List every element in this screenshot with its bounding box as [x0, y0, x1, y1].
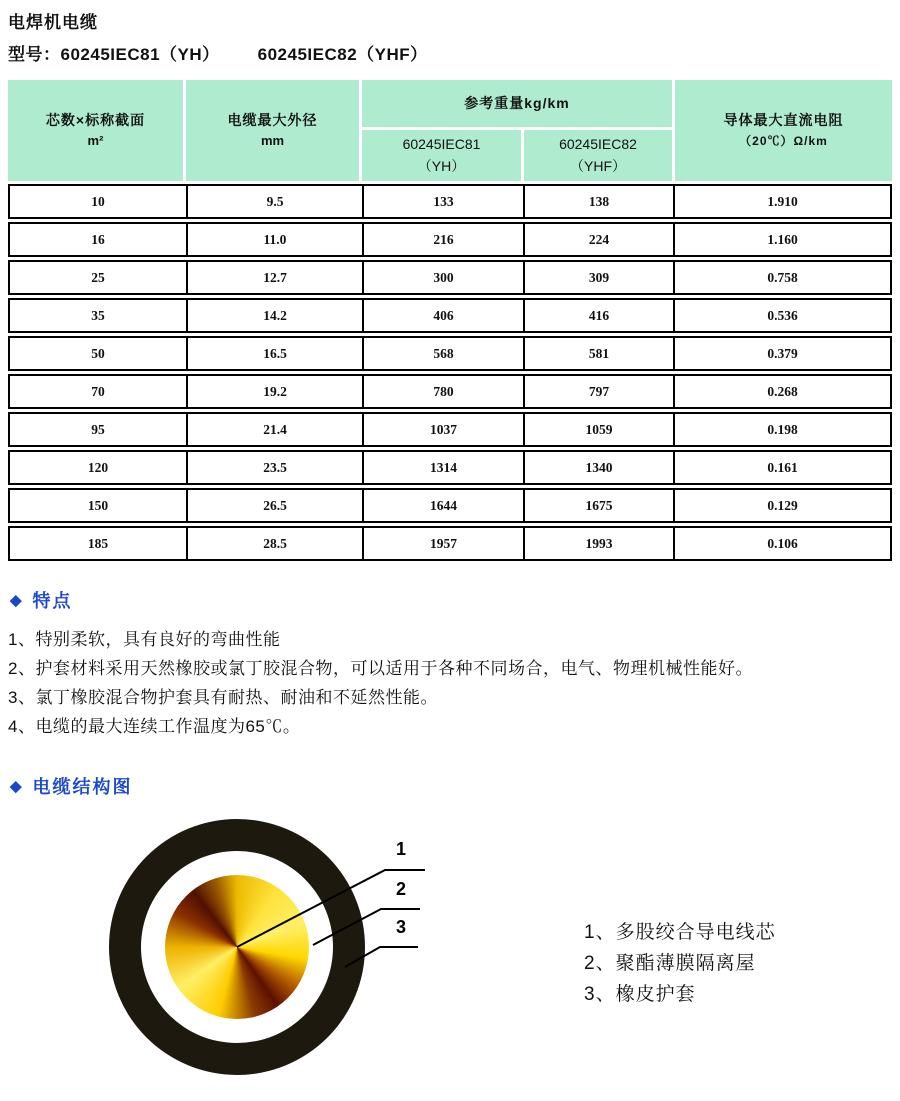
cell-diameter: 21.4 [186, 414, 362, 445]
cell-section: 50 [91, 345, 105, 361]
table-row [8, 526, 892, 561]
cell-weight-yhf: 416 [523, 300, 673, 331]
structure-heading-label: 电缆结构图 [32, 777, 133, 797]
cell-weight-yhf: 138 [523, 186, 673, 217]
cell-weight-yh: 300 [362, 262, 523, 293]
cell-section: 70 [91, 383, 105, 399]
cell-weight-yhf: 1993 [523, 528, 673, 559]
header-iec81-code: （YH） [417, 157, 466, 174]
features-heading-label: 特点 [32, 591, 73, 611]
cell-weight-yh: 1314 [362, 452, 523, 483]
cell-weight-yh: 133 [362, 186, 523, 217]
header-cell-dc-resistance [675, 80, 892, 181]
cell-resistance: 0.129 [673, 490, 890, 521]
cell-section: 185 [87, 535, 109, 551]
cell-weight-yhf: 1059 [523, 414, 673, 445]
diamond-bullet-icon: ◆ [10, 778, 24, 795]
cell-section: 35 [91, 307, 105, 323]
header-max-diameter-label: 电缆最大外径 [227, 111, 318, 128]
cell-resistance: 0.379 [673, 338, 890, 369]
header-cell-max-diameter [186, 80, 359, 181]
cell-weight-yhf: 309 [523, 262, 673, 293]
cell-weight-yh: 1037 [362, 414, 523, 445]
cell-section: 10 [91, 193, 105, 209]
header-cell-weight-group [362, 80, 672, 127]
feature-item: 1、特别柔软，具有良好的弯曲性能 [8, 630, 281, 649]
header-weight-group-label: 参考重量kg/km [464, 94, 570, 111]
table-header [8, 80, 892, 181]
model-yh: 60245IEC81（YH） [60, 45, 220, 64]
cell-weight-yh: 406 [362, 300, 523, 331]
cell-section: 120 [87, 459, 109, 475]
table-row [8, 450, 892, 485]
feature-item: 2、护套材料采用天然橡胶或氯丁胶混合物，可以适用于各种不同场合，电气、物理机械性能好。 [8, 659, 753, 678]
header-cell-core-section [8, 80, 183, 181]
cell-diameter: 19.2 [186, 376, 362, 407]
header-dc-resistance-label: 导体最大直流电阻 [723, 112, 844, 129]
callout-label-1: 1 [396, 839, 407, 859]
legend-item-sheath: 3、橡皮护套 [584, 984, 696, 1005]
header-iec82-label: 60245IEC82 [559, 135, 637, 152]
page-title: 电焊机电缆 [8, 13, 98, 32]
header-iec82-code: （YHF） [570, 157, 626, 174]
header-core-section-label: 芯数×标称截面 [45, 111, 146, 128]
feature-list [8, 625, 892, 741]
header-iec81-label: 60245IEC81 [402, 135, 481, 152]
cell-resistance: 0.268 [673, 376, 890, 407]
callout-label-3: 3 [396, 917, 407, 937]
cell-resistance: 0.536 [673, 300, 890, 331]
diamond-bullet-icon: ◆ [10, 592, 24, 609]
spec-table [8, 80, 892, 561]
table-row [8, 412, 892, 447]
cell-weight-yhf: 581 [523, 338, 673, 369]
header-cell-weight-iec82 [524, 130, 672, 181]
table-row [8, 488, 892, 523]
cell-resistance: 0.106 [673, 528, 890, 559]
table-row [8, 222, 892, 257]
cell-weight-yh: 216 [362, 224, 523, 255]
cell-weight-yhf: 1340 [523, 452, 673, 483]
cell-weight-yhf: 797 [523, 376, 673, 407]
callout-label-2: 2 [396, 879, 407, 899]
cell-weight-yh: 568 [362, 338, 523, 369]
header-cell-weight-iec81 [362, 130, 521, 181]
table-row [8, 336, 892, 371]
cell-resistance: 0.758 [673, 262, 890, 293]
cell-section: 25 [91, 269, 105, 285]
structure-heading [8, 773, 892, 799]
cell-resistance: 0.161 [673, 452, 890, 483]
features-heading [8, 587, 892, 613]
cell-section: 16 [91, 231, 105, 247]
cell-diameter: 12.7 [186, 262, 362, 293]
table-row [8, 298, 892, 333]
header-max-diameter-unit: mm [260, 133, 285, 149]
model-line [8, 40, 892, 65]
table-row [8, 260, 892, 295]
cell-weight-yh: 1644 [362, 490, 523, 521]
table-row [8, 374, 892, 409]
feature-item: 4、电缆的最大连续工作温度为65℃。 [8, 717, 301, 736]
model-label: 型号： [8, 45, 61, 64]
cell-resistance: 1.160 [673, 224, 890, 255]
cell-diameter: 14.2 [186, 300, 362, 331]
model-yhf: 60245IEC82（YHF） [257, 45, 428, 64]
cell-diameter: 16.5 [186, 338, 362, 369]
cell-diameter: 28.5 [186, 528, 362, 559]
cell-weight-yh: 1957 [362, 528, 523, 559]
feature-item: 3、氯丁橡胶混合物护套具有耐热、耐油和不延然性能。 [8, 688, 438, 707]
cell-diameter: 11.0 [186, 224, 362, 255]
cell-section: 150 [87, 497, 109, 513]
cell-resistance: 0.198 [673, 414, 890, 445]
cable-structure-diagram [8, 807, 900, 1101]
cell-section: 95 [91, 421, 105, 437]
cell-weight-yhf: 1675 [523, 490, 673, 521]
table-body [8, 184, 892, 561]
cell-resistance: 1.910 [673, 186, 890, 217]
legend-item-separator: 2、聚酯薄膜隔离屋 [584, 953, 756, 974]
legend-item-conductor: 1、多股绞合导电线芯 [584, 922, 776, 943]
diagram-legend [584, 917, 776, 1010]
cell-diameter: 26.5 [186, 490, 362, 521]
header-dc-resistance-unit: （20℃）Ω/km [739, 134, 828, 149]
cell-weight-yh: 780 [362, 376, 523, 407]
header-core-section-unit: m² [87, 133, 104, 149]
cell-weight-yhf: 224 [523, 224, 673, 255]
cell-diameter: 9.5 [186, 186, 362, 217]
cell-diameter: 23.5 [186, 452, 362, 483]
table-row [8, 184, 892, 219]
